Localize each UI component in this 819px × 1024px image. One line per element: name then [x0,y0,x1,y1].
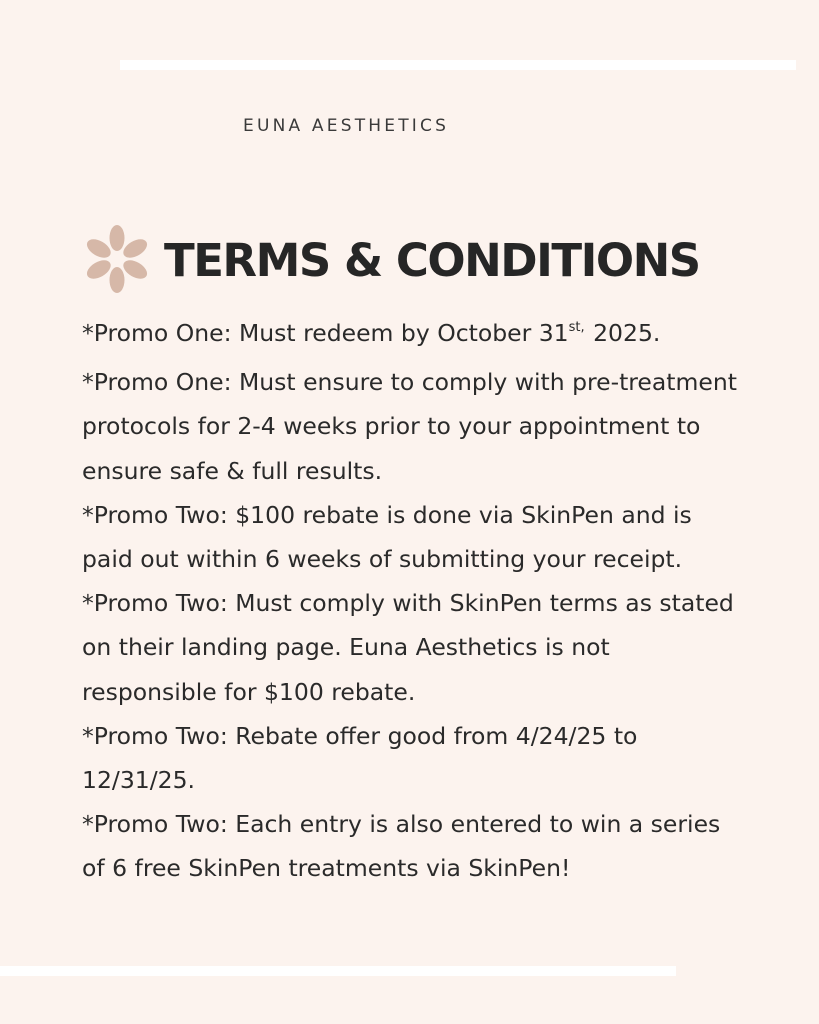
top-divider [120,60,796,70]
term-text: 2025. [585,319,661,347]
term-item [82,311,742,360]
term-item: *Promo Two: Each entry is also entered to win a series of 6 free SkinPen treatments via SkinPen! [82,810,721,883]
term-item: *Promo Two: Must comply with SkinPen terms as stated on their landing page. Euna Aesthetics is not responsible for $100 rebate. [82,589,734,706]
term-item: *Promo One: Must ensure to comply with pre-treatment protocols for 2-4 weeks prior to your appointment to ensure safe & full results. [82,368,737,485]
brand-name: EUNA AESTHETICS [243,116,450,136]
bottom-divider [0,966,676,976]
term-item: *Promo Two: Rebate offer good from 4/24/25 to 12/31/25. [82,721,638,795]
page-heading [82,222,700,298]
term-item: *Promo Two: $100 rebate is done via SkinPen and is paid out within 6 weeks of submitting your receipt. [82,500,692,574]
term-superscript: st, [568,320,585,335]
term-text: *Promo One: Must redeem by October 31 [82,319,569,347]
flower-icon [82,222,152,298]
page-title: TERMS & CONDITIONS [164,233,700,287]
terms-list [82,311,742,891]
